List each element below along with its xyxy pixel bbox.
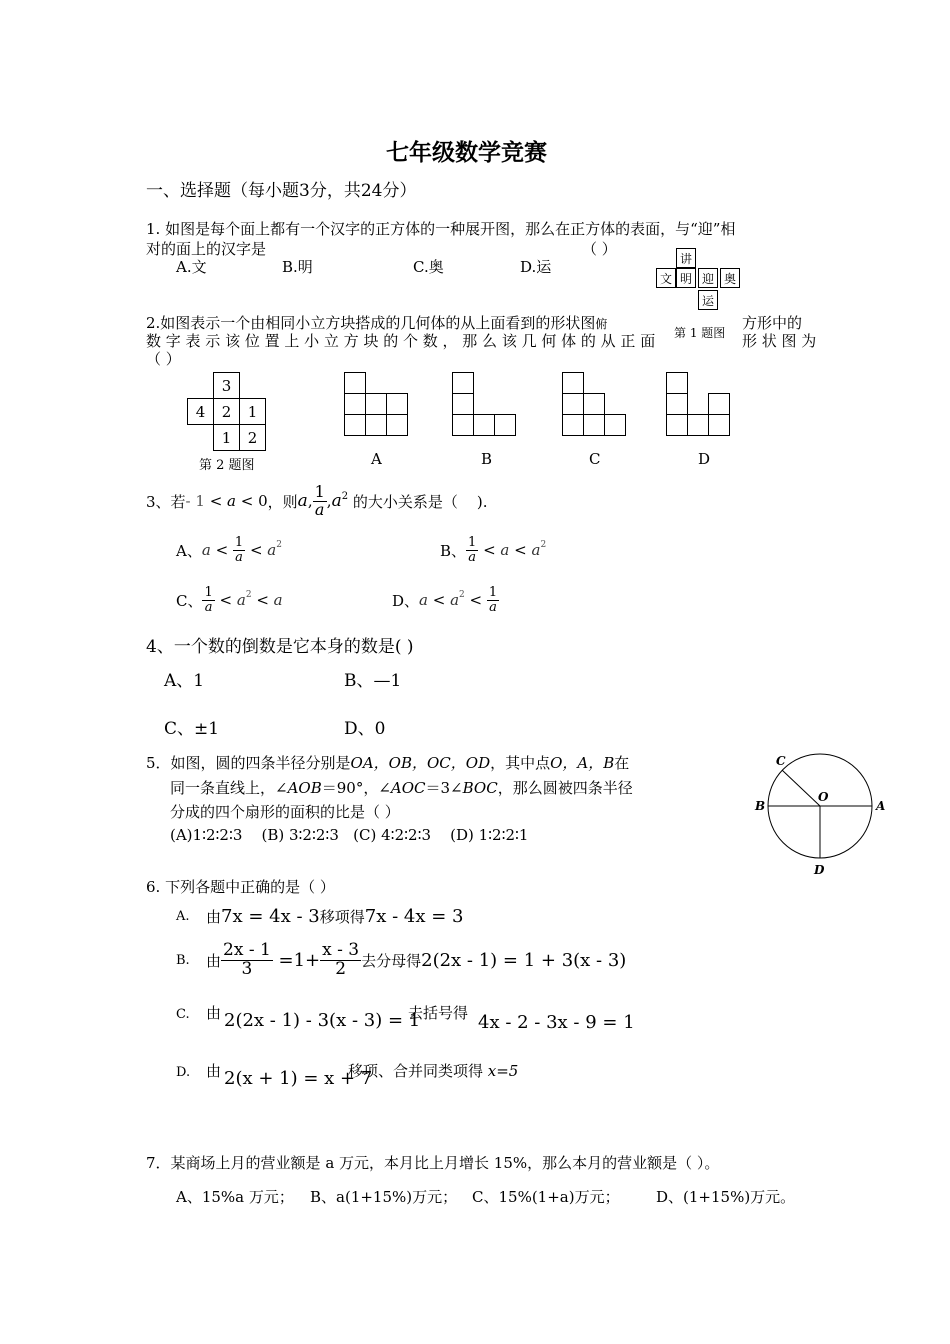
grid-cell: 1	[239, 398, 266, 425]
q1-line2: 对的面上的汉字是	[146, 240, 267, 258]
q3-lt: <	[251, 591, 274, 610]
label-d: D	[814, 863, 825, 877]
q3-option-c	[176, 586, 283, 614]
net-cell-bottom: 运	[698, 290, 718, 310]
grid-cell: 2	[239, 424, 266, 451]
block	[494, 414, 516, 436]
grid-cell: 1	[213, 424, 240, 451]
q6-c-eq2: 4x - 2 - 3x - 9 = 1	[478, 1012, 635, 1033]
q5-line1-text: 5．如图，圆的四条半径分别是	[146, 754, 351, 772]
q6-a-mid: 移项得	[319, 908, 365, 926]
q2-line2-end: 形 状 图 为	[742, 332, 817, 350]
q5-boc: BOC	[462, 779, 498, 797]
q3-option-d	[392, 586, 499, 614]
q7-stem: 7．某商场上月的营业额是 a 万元，本月比上月增长 15%，那么本月的营业额是（ ）。	[146, 1154, 720, 1172]
q6-option-b	[176, 942, 626, 979]
q3-lt: <	[509, 541, 532, 560]
q5-line1b: ，其中点	[490, 754, 551, 772]
q3-sup: 2	[540, 540, 547, 551]
label-o: O	[818, 790, 829, 804]
q3-var: a	[273, 591, 283, 610]
q3-lt: <	[214, 591, 237, 610]
q3-comma2: ,	[326, 492, 332, 511]
q5-radii: OA，OB，OC，OD	[350, 754, 491, 772]
q3-frac-num: 1	[488, 585, 498, 600]
block	[386, 414, 408, 436]
net-cell: 奥	[720, 268, 740, 288]
q5-aob: AOB	[287, 779, 322, 797]
q3-option-b-label: B、	[440, 541, 467, 560]
q3-frac-den: a	[235, 549, 243, 565]
q3-lt: <	[427, 591, 451, 610]
block	[708, 393, 730, 415]
q3-option-b	[440, 536, 546, 564]
q5-line2d: ，那么圆被四条半径	[497, 779, 633, 797]
grid-cell: 3	[213, 372, 240, 399]
q6-d-mid-wrap	[348, 1060, 518, 1081]
q2-label-b: B	[481, 450, 493, 468]
q6-b-frac1	[221, 942, 273, 979]
q6-c-you: 由	[206, 1004, 222, 1022]
q3-lt: <	[210, 541, 233, 560]
block	[687, 414, 709, 436]
q1-option-b: B.明	[282, 258, 313, 276]
q5-line1	[146, 752, 629, 773]
block	[562, 414, 584, 436]
q2-line1-fu: 俯	[595, 317, 608, 331]
block	[583, 393, 605, 415]
q3-option-a-label: A、	[176, 541, 202, 560]
q3-var: a	[500, 541, 510, 560]
q2-caption: 第 2 题图	[199, 458, 255, 473]
q6-d-label: D.	[176, 1065, 191, 1080]
radius-oc	[782, 770, 820, 806]
q6-option-d	[176, 1060, 221, 1081]
q3-fraction	[313, 484, 327, 519]
block	[473, 414, 495, 436]
q3-fraction	[466, 536, 478, 564]
q4-option-a: A、1	[164, 671, 205, 691]
q3-stem	[146, 484, 488, 519]
block	[604, 414, 626, 436]
q6-d-you: 由	[206, 1062, 222, 1080]
q6-d-mid: 移项、合并同类项得	[348, 1062, 488, 1080]
q4-option-d: D、0	[344, 719, 386, 739]
q6-c-label: C.	[176, 1007, 190, 1022]
q7-option-c: C、15%(1+a)万元；	[472, 1188, 620, 1206]
q6-b-den2: 2	[335, 958, 347, 979]
q3-fraction	[487, 586, 499, 614]
q3-frac-num: 1	[468, 535, 477, 550]
q3-cond-lt: <	[204, 492, 228, 511]
block	[386, 393, 408, 415]
block	[666, 372, 688, 394]
net-cell: 文	[656, 268, 676, 288]
block	[562, 372, 584, 394]
q3-a2: a	[331, 491, 342, 512]
q3-frac-den: a	[489, 599, 497, 615]
q5-line3: 分成的四个扇形的面积的比是（ ）	[170, 803, 400, 821]
q6-b-label: B.	[176, 952, 190, 968]
q5-line2c: ＝3∠	[425, 779, 463, 797]
q6-b-you: 由	[206, 951, 222, 970]
q3-cond-lt2: < 0	[236, 492, 268, 511]
net-cell: 迎	[698, 268, 718, 288]
q3-var: a	[450, 591, 460, 610]
q2-line3: （ ）	[146, 350, 181, 368]
q6-c-eq1: 2(2x - 1) - 3(x - 3) = 1	[224, 1010, 421, 1031]
q6-a-eq2: 7x - 4x = 3	[364, 906, 464, 927]
circle-figure	[752, 748, 892, 880]
q1-option-a: A.文	[176, 258, 207, 276]
q5-options: (A)1∶2∶2∶3 (B) 3∶2∶2∶3 (C) 4∶2∶2∶3 (D) 1∶2∶2∶1	[170, 826, 529, 844]
q1-caption: 第 1 题图	[674, 326, 726, 340]
q3-sup: 2	[276, 540, 282, 551]
q3-cond-minus: - 1	[185, 492, 205, 511]
q3-fraction	[202, 586, 214, 614]
q1-line1: 1. 如图是每个面上都有一个汉字的正方体的一种展开图，那么在正方体的表面，与“迎”相	[146, 220, 736, 238]
q5-aoc: AOC	[390, 779, 426, 797]
q2-line1-end: 方形中的	[742, 314, 803, 332]
q3-option-d-label: D、	[392, 591, 420, 610]
q3-lt: <	[478, 541, 501, 560]
q5-line2	[170, 777, 633, 798]
block	[452, 393, 474, 415]
q2-label-a: A	[371, 450, 382, 468]
q4-stem: 4、一个数的倒数是它本身的数是( )	[146, 637, 414, 657]
q5-points: O，A，B	[550, 754, 615, 772]
q2-line2: 数 字 表 示 该 位 置 上 小 立 方 块 的 个 数 ， 那 么 该 几 何 体 的 从 正 面	[146, 332, 656, 350]
q3-var: a	[419, 591, 428, 610]
q7-option-a: A、15%a 万元；	[176, 1188, 294, 1206]
q6-option-a	[176, 906, 463, 927]
q7-option-b: B、a(1+15%)万元；	[310, 1188, 458, 1206]
net-cell-top: 讲	[676, 248, 696, 268]
block	[365, 414, 387, 436]
q3-option-c-label: C、	[176, 591, 203, 610]
q6-option-c	[176, 1002, 221, 1023]
q3-var: a	[201, 541, 211, 560]
q6-b-num2: x - 3	[322, 940, 360, 960]
q6-stem: 6. 下列各题中正确的是（ ）	[146, 878, 335, 896]
q3-var: a	[267, 541, 277, 560]
grid-cell: 2	[213, 398, 240, 425]
q3-frac-den: a	[314, 499, 325, 519]
q6-a-you: 由	[206, 908, 222, 926]
q3-var: a	[236, 591, 246, 610]
q2-label-c: C	[589, 450, 601, 468]
q2-line1-text: 2.如图表示一个由相同小立方块搭成的几何体的从上面看到的形状图	[146, 314, 596, 332]
page-title: 七年级数学竞赛	[386, 139, 547, 166]
q6-b-eq2: 2(2x - 1) = 1 + 3(x - 3)	[421, 949, 627, 971]
q5-line2a: 同一条直线上，∠	[170, 779, 288, 797]
q1-paren: （ ）	[582, 240, 617, 258]
q6-d-res: x=5	[487, 1062, 519, 1080]
q2-label-d: D	[698, 450, 711, 468]
q3-var: a	[531, 541, 541, 560]
block	[562, 393, 584, 415]
q3-frac-den: a	[204, 599, 213, 615]
q5-line2b: ＝90°，∠	[321, 779, 391, 797]
q3-lt: <	[245, 541, 268, 560]
q6-d-eq1: 2(x + 1) = x + 7	[224, 1068, 373, 1089]
q3-sup: 2	[245, 590, 252, 601]
label-c: C	[776, 754, 786, 768]
q3-then: ，则	[267, 492, 298, 511]
q6-c-mid: 去括号得	[408, 1004, 469, 1022]
block	[666, 414, 688, 436]
q3-prefix: 3、若	[146, 492, 186, 511]
block	[344, 372, 366, 394]
block	[583, 414, 605, 436]
block	[344, 393, 366, 415]
grid-cell: 4	[187, 398, 214, 425]
q1-option-d: D.运	[520, 258, 552, 276]
q3-frac-num: 1	[234, 535, 244, 550]
q3-lt: <	[464, 591, 487, 610]
q6-a-eq1: 7x = 4x - 3	[221, 906, 320, 927]
q3-suffix: 的大小关系是（ ).	[348, 492, 488, 511]
label-b: B	[755, 799, 766, 813]
q3-frac-num: 1	[314, 482, 325, 501]
net-cell: 明	[676, 268, 696, 288]
block	[365, 393, 387, 415]
section-heading: 一、选择题（每小题3分，共24分）	[146, 181, 417, 201]
q3-cond-a: a	[227, 492, 236, 511]
q3-sup: 2	[341, 490, 349, 502]
q6-b-num1: 2x - 1	[223, 940, 271, 960]
q6-b-eq: =1+	[272, 949, 321, 971]
q3-frac-den: a	[468, 549, 477, 565]
q1-option-c: C.奥	[413, 258, 444, 276]
q6-b-den1: 3	[241, 958, 253, 979]
q6-a-label: A.	[176, 909, 190, 924]
block	[708, 414, 730, 436]
q5-line1c: 在	[614, 754, 630, 772]
block	[452, 372, 474, 394]
q6-b-mid: 去分母得	[361, 951, 422, 970]
q4-option-c: C、±1	[164, 719, 220, 739]
q3-comma: ,	[307, 492, 313, 511]
q4-option-b: B、—1	[344, 671, 402, 691]
block	[344, 414, 366, 436]
q7-option-d: D、(1+15%)万元。	[656, 1188, 796, 1206]
q6-b-frac2	[320, 942, 361, 979]
label-a: A	[876, 799, 886, 813]
q3-frac-num: 1	[204, 585, 213, 600]
q3-option-a	[176, 536, 282, 564]
block	[666, 393, 688, 415]
q3-sup: 2	[459, 590, 465, 601]
q3-a: a	[297, 491, 308, 512]
block	[452, 414, 474, 436]
q3-fraction	[233, 536, 245, 564]
